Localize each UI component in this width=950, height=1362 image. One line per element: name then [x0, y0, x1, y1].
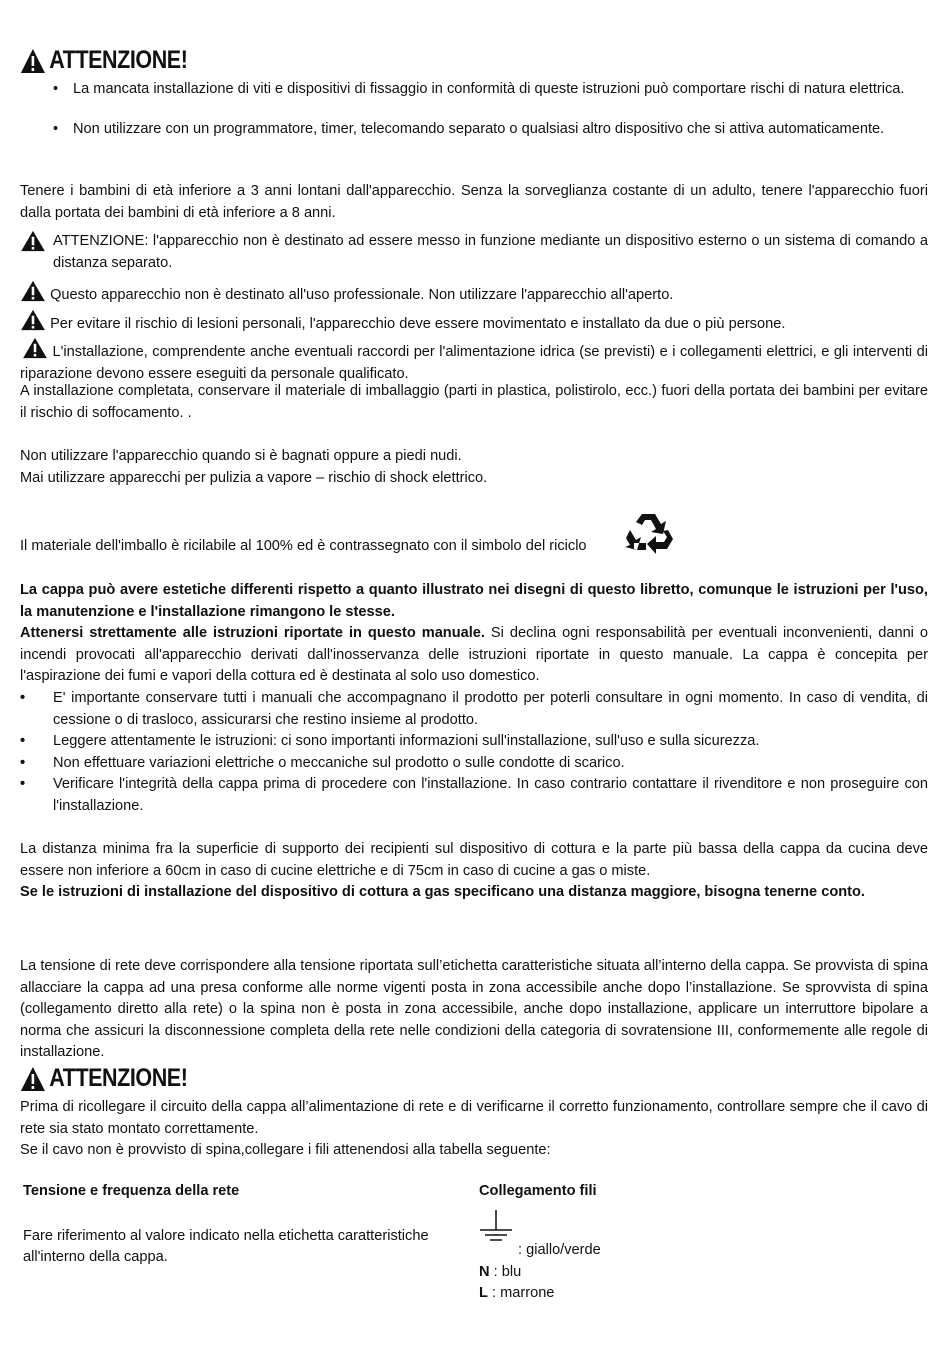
table-cell-voltage: Fare riferimento al valore indicato nella etichetta caratteristiche all'interno della cappa. — [23, 1228, 429, 1265]
recycle-icon — [624, 510, 674, 556]
steam-paragraph: Mai utilizzare apparecchi per pulizia a vapore – rischio di shock elettrico. — [20, 470, 488, 486]
warning-item: L'installazione, comprendente anche eventuali raccordi per l'alimentazione idrica (se previsti) e i collegamenti elettrici, e gli interventi di riparazione devono essere eseguiti da personale qualificato. — [20, 337, 928, 385]
list-item: • La mancata installazione di viti e dispositivi di fissaggio in conformità di queste istruzioni può comportare rischi di natura elettrica. — [53, 81, 905, 97]
packaging-paragraph: A installazione completata, conservare il materiale di imballaggio (parti in plastica, polistirolo, ecc.) fuori della portata dei bambini per evitare il rischio di soffocamento. . — [20, 383, 928, 421]
warning-icon — [20, 280, 46, 302]
cable-paragraph: Se il cavo non è provvisto di spina,collegare i fili attenendosi alla tabella seguente: — [20, 1142, 551, 1158]
table-header-wiring: Collegamento fili — [479, 1183, 597, 1199]
list-item: • Verificare l'integrità della cappa prima di procedere con l'installazione. In caso contrario contattare il rivenditore e non proseguire con l'installazione. — [20, 776, 928, 814]
list-item: • Leggere attentamente le istruzioni: ci sono importanti informazioni sull'installazione, sull'uso e sulla sicurezza. — [20, 733, 760, 749]
list-item: • E' importante conservare tutti i manuali che accompagnano il prodotto per poterli consultare in ogni momento. In caso di vendita, di cessione o di trasloco, assicurarsi che restino insieme al prodotto. — [20, 690, 928, 728]
wet-paragraph: Non utilizzare l'apparecchio quando si è bagnati oppure a piedi nudi. — [20, 448, 462, 464]
neutral-row: N : blu — [479, 1264, 522, 1280]
live-row: L : marrone — [479, 1285, 555, 1301]
aesthetics-paragraph: La cappa può avere estetiche differenti rispetto a quanto illustrato nei disegni di questo libretto, comunque le istruzioni per l'uso, la manutenzione e l'installazione rimangono le stesse. — [20, 582, 928, 620]
ground-icon — [478, 1208, 518, 1246]
warning-icon — [20, 48, 46, 74]
strict-paragraph: Attenersi strettamente alle istruzioni riportate in questo manuale. Si declina ogni responsabilità per eventuali inconvenienti, danni o incendi provocati all'apparecchio derivati dall'inosservanza delle istruzioni riportate in questo manuale. La cappa è concepita per l'aspirazione dei fumi e vapori della cottura ed è destinata al solo uso domestico. — [20, 625, 928, 684]
warning-heading — [20, 1064, 187, 1093]
warning-title: ATTENZIONE! — [49, 1064, 188, 1092]
recycle-paragraph: Il materiale dell'imballo è ricilabile al 100% ed è contrassegnato con il simbolo del riciclo — [20, 538, 587, 554]
warning-title: ATTENZIONE! — [49, 46, 188, 74]
warning-icon — [20, 1066, 46, 1092]
warning-item: Per evitare il rischio di lesioni personali, l'apparecchio deve essere movimentato e installato da due o più persone. — [20, 309, 928, 335]
warning-icon — [20, 309, 46, 331]
distance-paragraph: La distanza minima fra la superficie di supporto dei recipienti sul dispositivo di cottura e la parte più bassa della cappa da cucina deve essere non inferiore a 60cm in caso di cucine elettriche e di 75cm in caso di cucine a gas o miste. — [20, 841, 928, 879]
table-header-voltage: Tensione e frequenza della rete — [23, 1183, 240, 1199]
voltage-paragraph: La tensione di rete deve corrispondere alla tensione riportata sull’etichetta caratteristiche situata all’interno della cappa. Se provvista di spina allacciare la cappa ad una presa conforme alle norme vigenti posta in zona accessibile anche dopo l’installazione. Se sprovvista di spina (collegamento diretto alla rete) o la spina non è posta in zona accessibile, anche dopo installazione, applicare un interruttore bipolare a norma che assicuri la disconnessione completa della rete nelle condizioni della categoria di sovratensione III, conformemente alle regole di installazione. — [20, 958, 928, 1060]
warning-item: Questo apparecchio non è destinato all'uso professionale. Non utilizzare l'apparecchio all'aperto. — [20, 280, 928, 306]
warning-heading — [20, 46, 187, 75]
warning-icon — [20, 230, 46, 252]
children-paragraph: Tenere i bambini di età inferiore a 3 anni lontani dall'apparecchio. Senza la sorveglianza costante di un adulto, tenere l'apparecchio fuori dalla portata dei bambini di età inferiore a 8 anni. — [20, 183, 928, 221]
list-item: • Non effettuare variazioni elettriche o meccaniche sul prodotto o sulle condotte di scarico. — [20, 755, 625, 771]
warning-icon — [22, 337, 48, 359]
distance-note: Se le istruzioni di installazione del dispositivo di cottura a gas specificano una distanza maggiore, bisogna tenerne conto. — [20, 884, 865, 900]
list-item: • Non utilizzare con un programmatore, timer, telecomando separato o qualsiasi altro dispositivo che si attiva automaticamente. — [53, 121, 885, 137]
warning-item: ATTENZIONE: l'apparecchio non è destinato ad essere messo in funzione mediante un dispositivo esterno o un sistema di comando a distanza separato. — [20, 230, 928, 274]
ground-label: : giallo/verde — [518, 1242, 601, 1258]
reconnect-paragraph: Prima di ricollegare il circuito della cappa all’alimentazione di rete e di verificarne il corretto funzionamento, controllare sempre che il cavo di rete sia stato montato correttamente. — [20, 1099, 928, 1137]
